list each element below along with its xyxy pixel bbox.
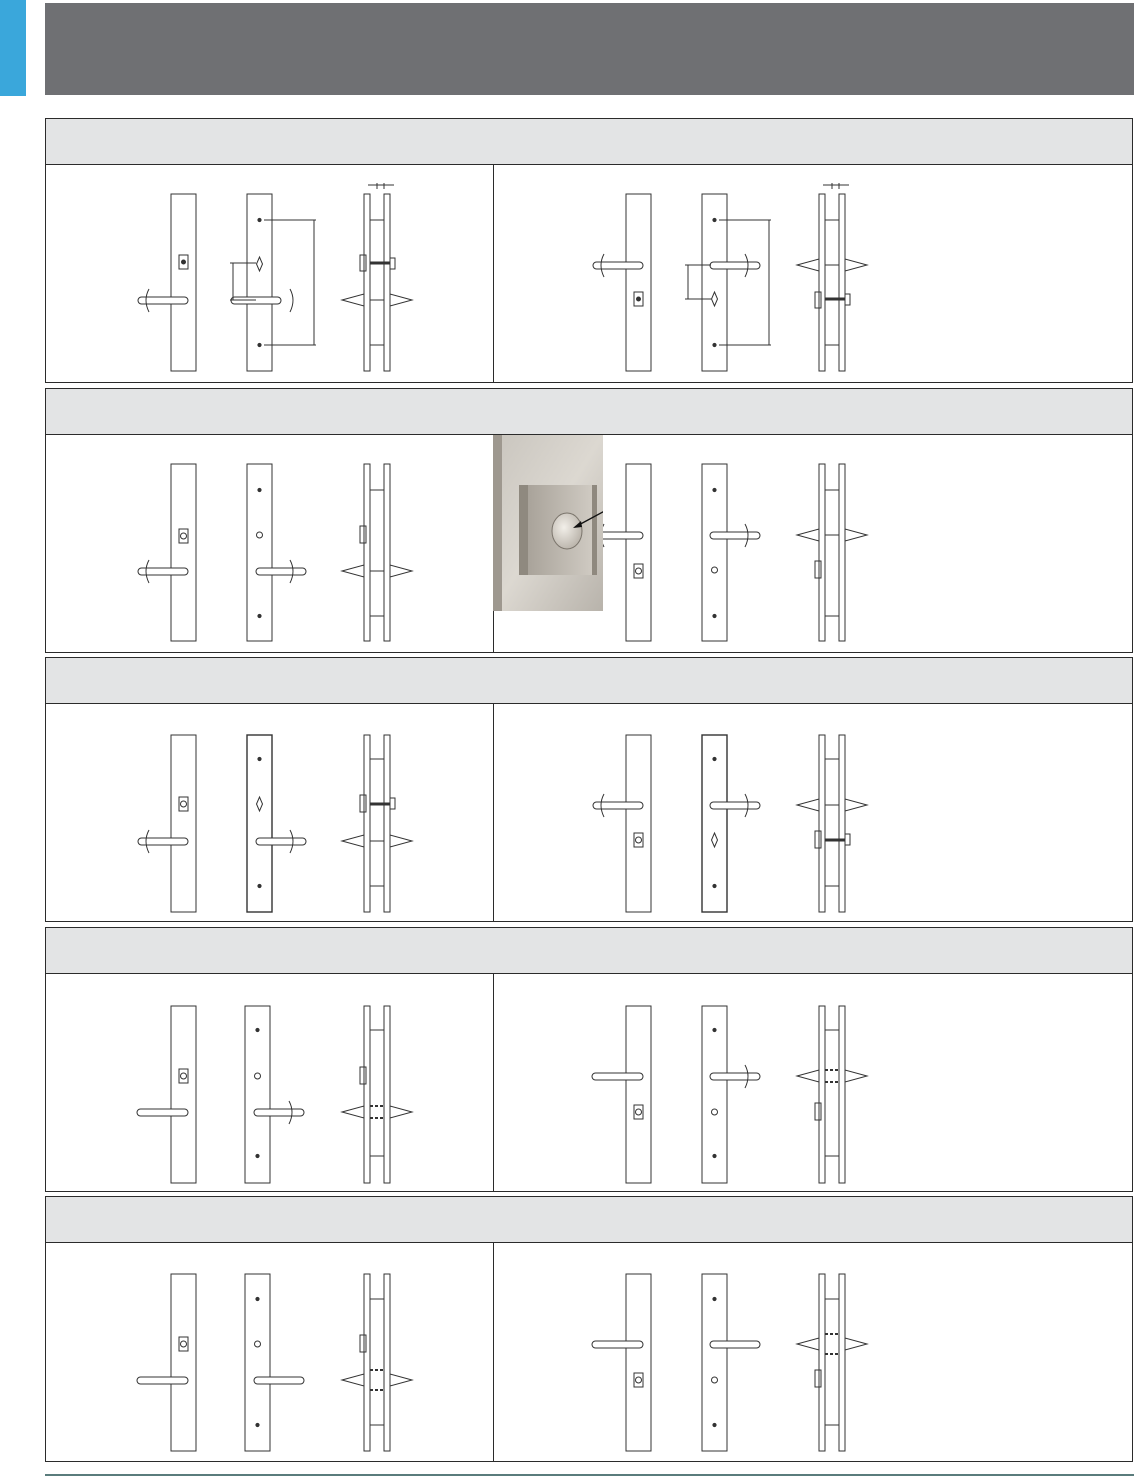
section-1-header xyxy=(46,119,1132,165)
section-1-left-panel xyxy=(46,165,494,382)
section-2-left-panel xyxy=(46,435,494,652)
footer-rule xyxy=(45,1474,1134,1476)
section-2 xyxy=(45,388,1133,653)
trim-drawing-3a xyxy=(46,704,493,923)
section-1-right-panel xyxy=(493,165,1132,382)
side-color-tab xyxy=(0,0,26,96)
section-5-header xyxy=(46,1197,1132,1243)
section-4-header xyxy=(46,928,1132,974)
section-2-body xyxy=(46,435,1132,652)
section-3-left-panel xyxy=(46,704,494,921)
trim-drawing-1a xyxy=(46,165,493,384)
section-3 xyxy=(45,657,1133,922)
section-2-right-panel xyxy=(493,435,1132,652)
trim-drawing-3b xyxy=(493,704,1133,923)
trim-drawing-4a xyxy=(46,974,493,1193)
section-5-left-panel xyxy=(46,1243,494,1461)
section-4-body xyxy=(46,974,1132,1191)
trim-drawing-5a xyxy=(46,1243,493,1463)
section-5-body xyxy=(46,1243,1132,1461)
page-header-bar xyxy=(45,3,1134,95)
section-3-header xyxy=(46,658,1132,704)
section-3-right-panel xyxy=(493,704,1132,921)
section-4-right-panel xyxy=(493,974,1132,1191)
section-4 xyxy=(45,927,1133,1192)
trim-drawing-2a xyxy=(46,435,493,654)
section-4-left-panel xyxy=(46,974,494,1191)
trim-drawing-5b xyxy=(493,1243,1133,1463)
trim-drawing-1b xyxy=(493,165,1133,384)
section-5 xyxy=(45,1196,1133,1462)
push-button-photo xyxy=(493,435,603,611)
section-1-body xyxy=(46,165,1132,382)
section-1 xyxy=(45,118,1133,383)
section-3-body xyxy=(46,704,1132,921)
section-5-right-panel xyxy=(493,1243,1132,1461)
section-2-header xyxy=(46,389,1132,435)
trim-drawing-4b xyxy=(493,974,1133,1193)
